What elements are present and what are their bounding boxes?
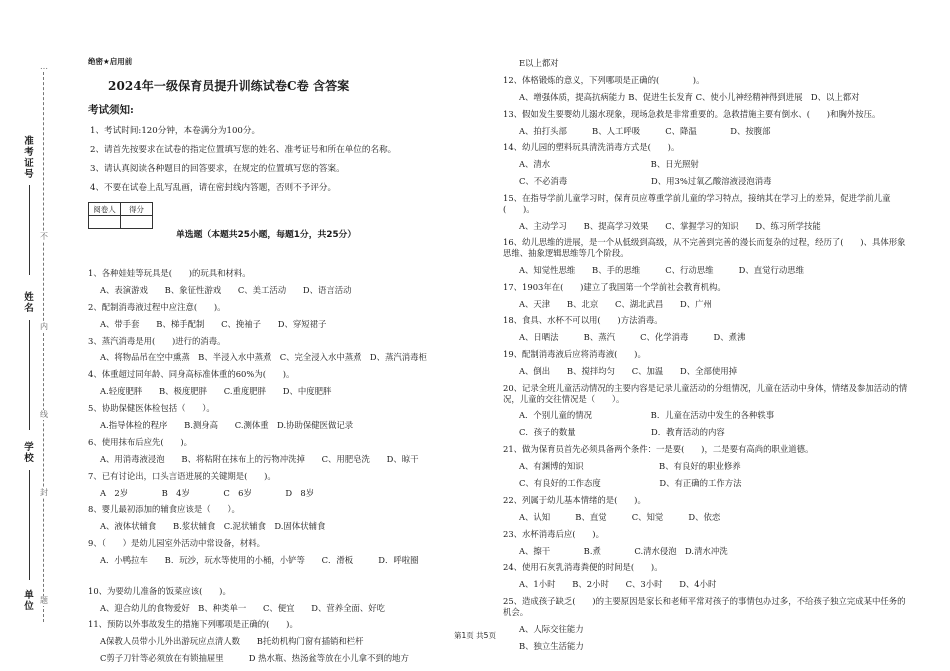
question-options: A、将物品吊在空中熏蒸 B、半浸入水中蒸煮 C、完全浸入水中蒸煮 D、蒸汽消毒柜 xyxy=(100,352,427,363)
question-options: A、表演游戏 B、象征性游戏 C、美工活动 D、语言活动 xyxy=(100,284,352,295)
question-options: A、日晒法 B、蒸汽 C、化学消毒 D、煮沸 xyxy=(519,332,746,343)
margin-fill-line xyxy=(29,470,30,580)
question-text: 24、使用石灰乳消毒粪便的时间是( )。 xyxy=(503,562,663,573)
right-question-list xyxy=(503,58,908,651)
question-text: 5、协助保健医体检包括（ ）。 xyxy=(88,403,215,414)
score-table xyxy=(88,202,153,229)
margin-fill-line xyxy=(29,185,30,275)
notice-item: 2、请首先按要求在试卷的指定位置填写您的姓名、准考证号和所在单位的名称。 xyxy=(90,145,397,155)
question-options: A、知觉性思维 B、手的思维 C、行动思维 D、直觉行动思维 xyxy=(519,264,804,275)
question-text: 18、食具、水杯不可以用( )方法消毒。 xyxy=(503,315,663,326)
question-text: 21、做为保育员首先必须具备两个条件：一是要( )，二是要有高尚的职业道德。 xyxy=(503,444,814,455)
question-options: A、人际交往能力 xyxy=(519,623,584,634)
question-text: 25、造成孩子缺乏( )的主要原因是家长和老师平常对孩子的事情包办过多，不给孩子独立完成某中任务的机会。 xyxy=(503,596,906,617)
score-table-grader-label: 阅卷人 xyxy=(89,203,121,216)
margin-seal-char: 封 xyxy=(40,488,48,497)
exam-title: 2024年一级保育员提升训练试卷C卷 含答案 xyxy=(108,79,350,93)
margin-label-name: 姓名 xyxy=(24,292,34,314)
question-text: 10、为要幼儿准备的饭菜应该( )。 xyxy=(88,585,231,596)
question-text: 3、蒸汽消毒是用( )进行的消毒。 xyxy=(88,335,226,346)
question-text: 20、记录全班儿童活动情况的主要内容是记录儿童活动的分组情况，儿童在活动中身体，情绪及参加活动的情况，儿童的交往情况是（ ）。 xyxy=(503,383,908,404)
score-box-row xyxy=(88,202,470,229)
question-text: 13、假如发生要婴幼儿溺水现象，现场急救是非常重要的。急救措施主要有倒水、( )和胸外按压。 xyxy=(503,108,881,119)
margin-seal-char: 题 xyxy=(40,596,48,605)
notice-item: 1、考试时间:120分钟，本卷满分为100分。 xyxy=(90,126,261,136)
question-options: C、有良好的工作态度 D、有正确的工作方法 xyxy=(519,477,742,488)
score-table-score-label: 得分 xyxy=(121,203,153,216)
question-options: A、1小时 B、2小时 C、3小时 D、4小时 xyxy=(519,579,717,590)
page-footer: 第1页 共5页 xyxy=(454,631,496,640)
question-text: 9、（ ）是幼儿园室外活动中常设备，材料。 xyxy=(88,538,266,549)
question-text: E以上都对 xyxy=(519,58,559,68)
notice-heading: 考试须知: xyxy=(88,104,134,116)
question-text: 12、体格锻炼的意义，下列哪项是正确的( )。 xyxy=(503,74,705,85)
question-text: 2、配制消毒液过程中应注意( )。 xyxy=(88,301,226,312)
question-options: A、清水 B、日光照射 xyxy=(519,159,699,170)
question-options: A．小鸭拉车 B．玩沙，玩水等使用的小桶，小铲等 C．滑板 D．呼啦圈 xyxy=(100,555,419,566)
question-options: A、带手套 B、梯手配制 C、挽袖子 D、穿短裙子 xyxy=(100,318,327,329)
question-options: A、迎合幼儿的食物爱好 B、种类单一 C、便宜 D、营养全面、好吃 xyxy=(100,602,385,613)
question-options: A、擦干 B.煮 C.清水侵泡 D.清水冲洗 xyxy=(519,545,728,556)
question-options: A．个别儿童的情况 B．儿童在活动中发生的各种轶事 xyxy=(519,410,775,421)
question-options: A、认知 B、直觉 C、知觉 D、依恋 xyxy=(519,511,721,522)
question-options: A.轻度肥胖 B、极度肥胖 C.重度肥胖 D、中度肥胖 xyxy=(100,386,332,397)
question-text: 4、体重超过同年龄、同身高标准体重的60%为( )。 xyxy=(88,369,295,380)
question-options: A、主动学习 B、提高学习效果 C、掌握学习的知识 D、练习所学技能 xyxy=(519,220,821,231)
question-text: 19、配制消毒液后应将消毒液( )。 xyxy=(503,349,646,360)
question-options: A、有渊博的知识 B、有良好的职业修养 xyxy=(519,461,741,472)
question-text: 16、幼儿思维的进展，是一个从低级到高级，从不完善到完善的漫长而复杂的过程，经历了( )、具体形象思维、抽象逻辑思维等几个阶段。 xyxy=(503,237,906,258)
score-table-grader-cell xyxy=(89,216,121,229)
question-options: A.指导体检的程序 B.测身高 C.测体重 D.协助保健医做记录 xyxy=(100,420,354,431)
margin-label-exam-number: 准考证号 xyxy=(24,136,34,180)
margin-seal-char: 不 xyxy=(40,232,48,241)
margin-seal-char: … xyxy=(40,62,48,71)
question-text: 14、幼儿园的塑料玩具清洗消毒方式是( )。 xyxy=(503,142,680,153)
question-options: C．孩子的数量 D．教育活动的内容 xyxy=(519,427,725,438)
question-text: 8、婴儿最初添加的辅食应该是（ ）。 xyxy=(88,504,240,515)
margin-seal-char: 线 xyxy=(40,410,48,419)
question-text: 6、使用抹布后应先( )。 xyxy=(88,436,192,447)
margin-label-school: 学校 xyxy=(24,442,34,464)
question-text: 15、在指导学前儿童学习时，保育员应尊重学前儿童的学习特点，接纳其在学习上的差异，促进学前儿童( )。 xyxy=(503,193,891,214)
seal-cut-line xyxy=(43,62,44,622)
question-text: 7、已有讨论出，口头言语进展的关键期是( )。 xyxy=(88,470,276,481)
margin-seal-char: 内 xyxy=(40,322,48,331)
margin-label-unit: 单位 xyxy=(24,590,34,612)
question-options: A、倒出 B、搅拌均匀 C、加温 D、全部使用掉 xyxy=(519,366,737,377)
question-options: A、拍打头部 B、人工呼吸 C、降温 D、按腹部 xyxy=(519,125,771,136)
question-text: 17、1903年在( )建立了我国第一个学前社会教育机构。 xyxy=(503,281,726,292)
secret-mark: 绝密★启用前 xyxy=(88,57,133,66)
score-table-score-cell xyxy=(121,216,153,229)
question-text: 1、各种娃娃等玩具是( )的玩具和材料。 xyxy=(88,268,251,278)
question-options: B、独立生活能力 xyxy=(519,640,584,651)
notice-item: 3、请认真阅读各种题目的回答要求，在规定的位置填写您的答案。 xyxy=(90,164,345,174)
question-text: 23、水杯消毒后应( )。 xyxy=(503,528,604,539)
margin-fill-line xyxy=(29,320,30,430)
notice-item: 4、不要在试卷上乱写乱画，请在密封线内答题，否则不予评分。 xyxy=(90,183,337,193)
question-options: A、用消毒液浸泡 B、将粘附在抹布上的污物冲洗掉 C、用肥皂洗 D、晾干 xyxy=(100,453,419,464)
left-question-list xyxy=(88,268,470,664)
question-options: A、液体状辅食 B.浆状辅食 C.泥状辅食 D.固体状辅食 xyxy=(100,521,326,532)
question-text: 22、列属于幼儿基本情绪的是( )。 xyxy=(503,494,646,505)
question-options: C、不必消毒 D、用3%过氧乙酸溶液浸泡消毒 xyxy=(519,176,772,187)
section-title: 单选题（本题共25小题，每题1分，共25分） xyxy=(176,230,357,240)
question-options: C剪子刀针等必须放在有锁抽屉里 D 热水瓶、热汤盆等放在小儿拿不到的地方 xyxy=(100,653,409,664)
question-options: A 2岁 B 4岁 C 6岁 D 8岁 xyxy=(100,487,315,498)
binding-margin xyxy=(0,0,70,671)
question-text: 11、预防以外事故发生的措施下列哪项是正确的( )。 xyxy=(88,619,298,630)
question-options: A、天津 B、北京 C、湖北武昌 D、广州 xyxy=(519,298,712,309)
question-options: A保教人员带小儿外出游玩应点清人数 B托幼机构门窗有插销和栏杆 xyxy=(100,636,364,647)
left-column xyxy=(88,56,470,664)
question-options: A、增强体质，提高抗病能力 B、促进生长发育 C、使小儿神经精神得到进展 D、以上都对 xyxy=(519,91,860,102)
